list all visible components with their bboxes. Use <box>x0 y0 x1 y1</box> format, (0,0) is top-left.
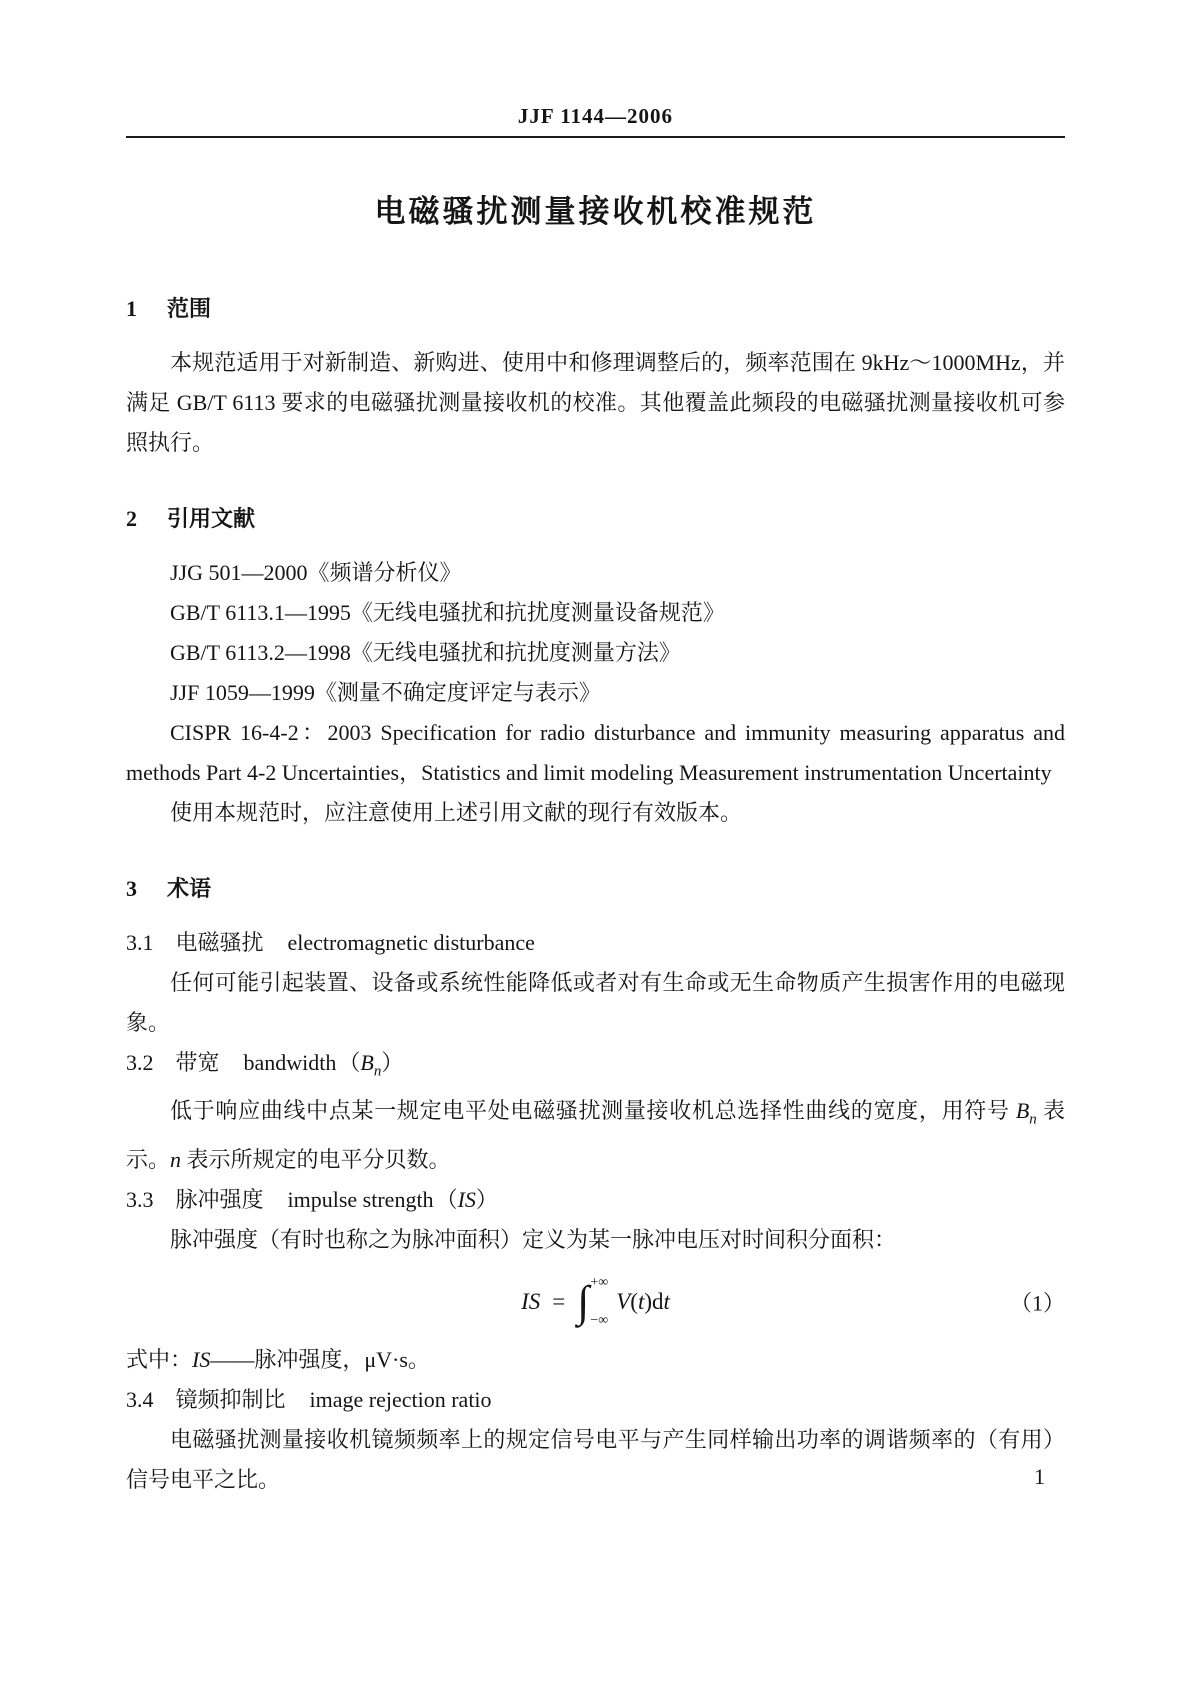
page-number: 1 <box>1034 1464 1045 1489</box>
section-1-number: 1 <box>126 296 137 321</box>
section-3-number: 3 <box>126 876 137 901</box>
term-3-1-definition: 任何可能引起装置、设备或系统性能降低或者对有生命或无生命物质产生损害作用的电磁现象。 <box>126 970 1065 1035</box>
lower-limit: −∞ <box>590 1312 609 1328</box>
equation-1-body <box>521 1276 670 1328</box>
term-3-1-en: electromagnetic disturbance <box>287 930 535 955</box>
symbol-IS: IS <box>457 1186 476 1212</box>
symbol-t: t <box>637 1288 645 1314</box>
paren-open: ( <box>630 1288 638 1314</box>
section-3-heading <box>126 869 1065 909</box>
term-3-4-en: image rejection ratio <box>309 1386 492 1412</box>
term-3-3-definition: 脉冲强度（有时也称之为脉冲面积）定义为某一脉冲电压对时间积分面积： <box>170 1226 897 1252</box>
section-2-title: 引用文献 <box>167 506 256 531</box>
symbol-t: t <box>663 1288 670 1314</box>
section-2-heading <box>126 499 1065 539</box>
term-3-3-zh: 脉冲强度 <box>175 1186 264 1212</box>
term-3-4-number: 3.4 <box>126 1386 154 1412</box>
term-3-4-definition: 电磁骚扰测量接收机镜频频率上的规定信号电平与产生同样输出功率的调谐频率的（有用）信号电平之比。 <box>126 1426 1065 1492</box>
section-2-number: 2 <box>126 506 137 531</box>
section-1-paragraph: 本规范适用于对新制造、新购进、使用中和修理调整后的，频率范围在 9kHz～1000MHz，并满足 GB/T 6113 要求的电磁骚扰测量接收机的校准。其他覆盖此频段的电磁骚扰测量接收机可参照执行。 <box>126 350 1065 455</box>
symbol-B: B <box>1015 1098 1030 1124</box>
integral-expression <box>577 1276 612 1328</box>
term-3-3-heading <box>126 1180 1065 1220</box>
equals-sign: = <box>552 1288 566 1314</box>
term-3-1-heading <box>126 923 1065 963</box>
symbol-IS: IS <box>192 1346 211 1372</box>
paren-close: ） <box>475 1186 498 1212</box>
integral-limits <box>590 1276 608 1328</box>
paren-open: （ <box>435 1186 458 1212</box>
section-1-heading <box>126 289 1065 329</box>
section-3-title: 术语 <box>167 876 212 901</box>
paren-close-d: )d <box>644 1288 664 1314</box>
term-3-4-heading <box>126 1380 1065 1420</box>
legend-label: 式中： <box>126 1346 193 1372</box>
standard-code: JJF 1144—2006 <box>517 104 674 128</box>
upper-limit: +∞ <box>590 1274 609 1290</box>
term-3-3-en: impulse strength <box>287 1186 434 1212</box>
equation-number: （1） <box>1009 1290 1065 1316</box>
section-1-title: 范围 <box>167 296 212 321</box>
reference-item: JJG 501—2000《频谱分析仪》 <box>170 560 462 585</box>
term-3-1-number: 3.1 <box>126 930 154 955</box>
term-3-1-zh: 电磁骚扰 <box>175 930 264 955</box>
term-3-4-zh: 镜频抑制比 <box>175 1386 286 1412</box>
paren-open: （ <box>338 1050 361 1075</box>
equation-1 <box>126 1270 1065 1334</box>
references-note: 使用本规范时，应注意使用上述引用文献的现行有效版本。 <box>170 800 743 825</box>
definition-text: 表示。 <box>126 1098 1065 1172</box>
symbol-B: B <box>360 1050 374 1075</box>
symbol-B-subscript: n <box>373 1063 382 1080</box>
term-3-2-heading <box>126 1043 1065 1091</box>
document-header <box>126 104 1065 138</box>
symbol-n: n <box>170 1146 182 1172</box>
reference-item: GB/T 6113.2—1998《无线电骚扰和抗扰度测量方法》 <box>170 640 681 665</box>
reference-item: GB/T 6113.1—1995《无线电骚扰和抗扰度测量设备规范》 <box>170 600 725 625</box>
term-3-2-number: 3.2 <box>126 1050 154 1075</box>
integral-sign: ∫ <box>577 1276 590 1326</box>
equation-1-legend <box>126 1340 1065 1380</box>
term-3-2-definition <box>126 1091 1065 1179</box>
definition-text: 低于响应曲线中点某一规定电平处电磁骚扰测量接收机总选择性曲线的宽度，用符号 <box>170 1098 1016 1124</box>
term-3-3-number: 3.3 <box>126 1186 154 1212</box>
symbol-V: V <box>616 1288 631 1314</box>
legend-text: ——脉冲强度，μV·s。 <box>210 1346 430 1372</box>
symbol-B-subscript: n <box>1029 1111 1037 1128</box>
definition-text: 表示所规定的电平分贝数。 <box>181 1146 451 1172</box>
symbol-IS: IS <box>521 1288 541 1314</box>
document-title: 电磁骚扰测量接收机校准规范 <box>374 194 817 229</box>
term-3-2-zh: 带宽 <box>175 1050 220 1075</box>
reference-item-cispr: CISPR 16-4-2：2003 Specification for radio disturbance and immunity measuring apparatus and methods Part 4-2 Uncertainties，Statistics and limit modeling Measurement instrumentation Uncertainty <box>126 720 1065 785</box>
paren-close: ） <box>381 1050 404 1075</box>
header-rule <box>126 136 1065 138</box>
term-3-2-en: bandwidth <box>243 1050 337 1075</box>
reference-item: JJF 1059—1999《测量不确定度评定与表示》 <box>170 680 601 705</box>
